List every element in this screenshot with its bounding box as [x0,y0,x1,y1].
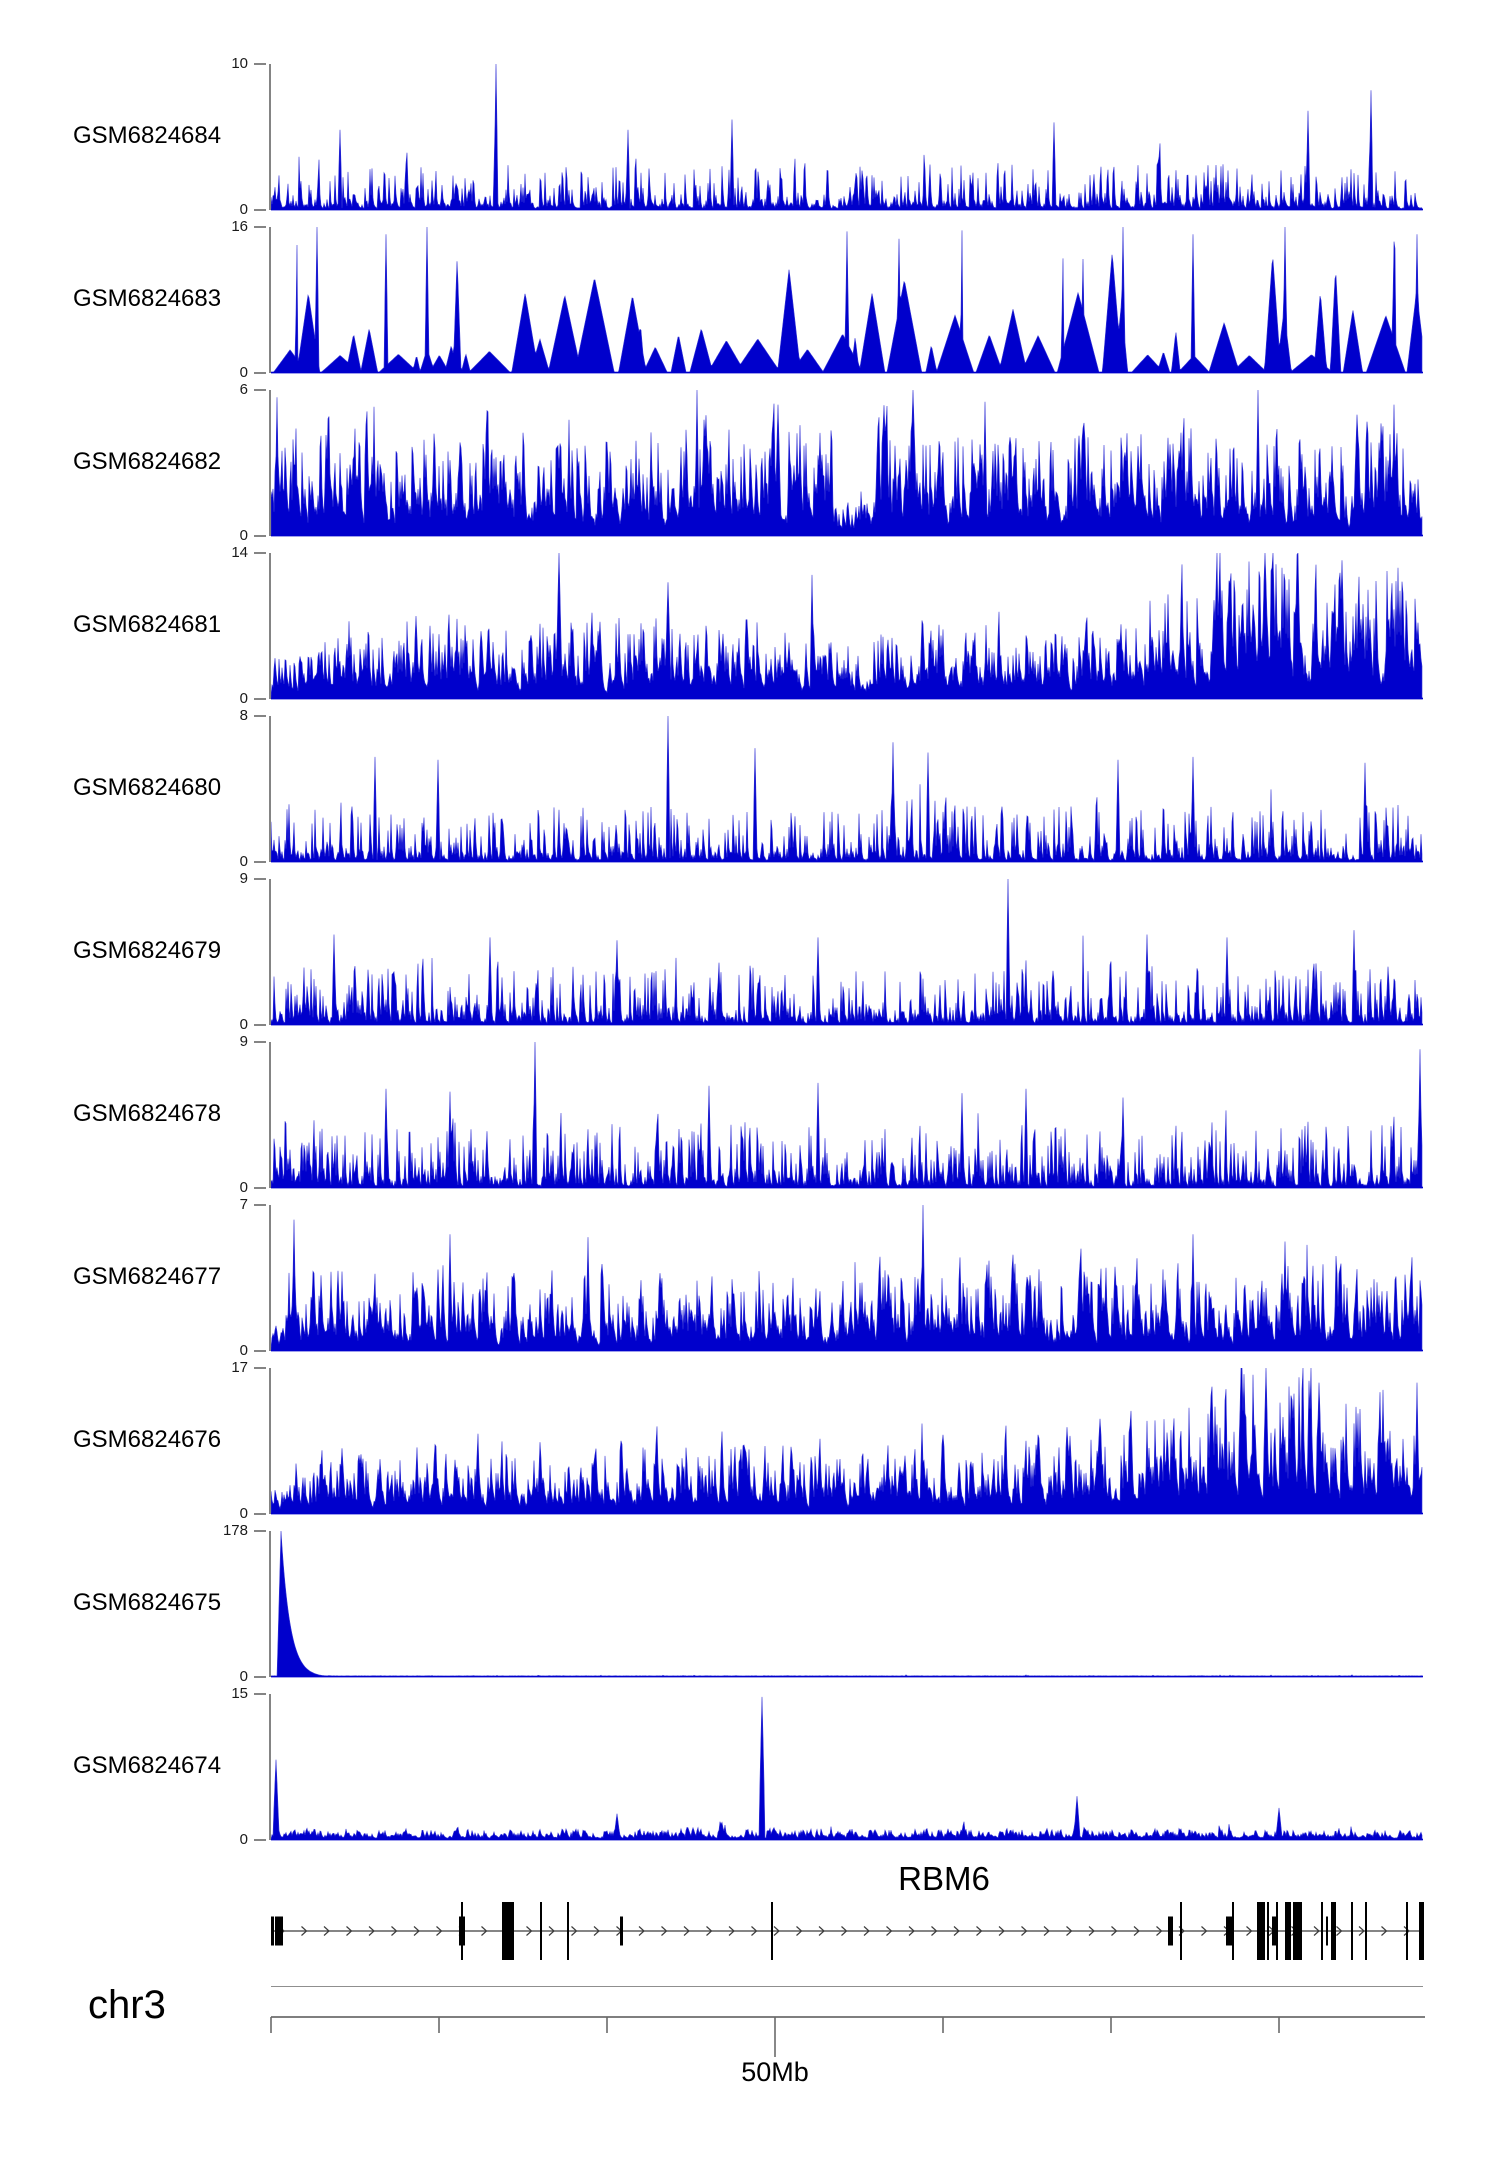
chromosome-label: chr3 [88,1983,166,2027]
exon-block [1226,1917,1232,1946]
coverage-signal [271,64,1423,212]
exon-block [1406,1902,1408,1960]
signal-baseline [271,1676,1423,1678]
y-axis-zero-tick [254,1676,266,1678]
coverage-signal [271,1042,1423,1190]
exon-block [1168,1917,1173,1946]
y-axis-top-tick [254,1530,266,1532]
exon-block [1232,1902,1234,1960]
signal-baseline [271,698,1423,700]
exon-block [540,1902,542,1960]
exon-block [1180,1902,1182,1960]
y-axis-top-tick [254,63,266,65]
y-axis-zero-tick [254,1187,266,1189]
exon-block [461,1902,463,1960]
exon-block [771,1902,773,1960]
signal-area [271,1205,1422,1351]
track-label: GSM6824677 [73,1263,222,1290]
signal-baseline [271,1513,1423,1515]
y-axis-top-tick [254,1204,266,1206]
y-axis-max-label: 9 [239,1033,248,1050]
chromosome-ruler [270,2010,1436,2070]
signal-area [271,1697,1422,1840]
y-axis-zero-tick [254,372,266,374]
y-axis-max-label: 178 [222,1522,248,1539]
y-axis-max-label: 8 [239,707,248,724]
y-axis-top-tick [254,1367,266,1369]
coverage-signal [271,1205,1423,1353]
exon-block [1365,1902,1367,1960]
y-axis-zero-label: 0 [239,1668,248,1685]
y-axis-zero-tick [254,861,266,863]
y-axis-zero-tick [254,535,266,537]
track-label: GSM6824684 [73,122,222,149]
y-axis-zero-tick [254,1024,266,1026]
y-axis-zero-label: 0 [239,1016,248,1033]
y-axis-max-label: 17 [231,1359,248,1376]
track-label: GSM6824676 [73,1426,222,1453]
y-axis-zero-label: 0 [239,527,248,544]
exon-block [1285,1902,1291,1960]
coverage-signal [271,879,1423,1027]
y-axis-zero-tick [254,209,266,211]
signal-baseline [271,209,1423,211]
exon-block [1267,1902,1269,1960]
y-axis-zero-label: 0 [239,1342,248,1359]
y-axis-zero-tick [254,1350,266,1352]
exon-block [502,1902,514,1960]
exon-block [1326,1917,1328,1946]
exon-block [1419,1902,1424,1960]
coverage-signal [271,716,1423,864]
y-axis-zero-tick [254,1839,266,1841]
y-axis-top-tick [254,1693,266,1695]
signal-area [271,1531,1422,1677]
y-axis-max-label: 14 [231,544,248,561]
exon-block [271,1917,274,1946]
gene-model [270,1896,1430,1971]
signal-baseline [271,372,1423,374]
exon-block [567,1902,569,1960]
y-axis-max-label: 16 [231,218,248,235]
y-axis-zero-label: 0 [239,1179,248,1196]
signal-area [271,716,1422,862]
exon-block [1257,1902,1265,1960]
track-label: GSM6824680 [73,774,222,801]
y-axis-top-tick [254,715,266,717]
y-axis-top-tick [254,389,266,391]
track-label: GSM6824678 [73,1100,222,1127]
signal-baseline [271,861,1423,863]
signal-area [271,1368,1422,1514]
track-label: GSM6824683 [73,285,222,312]
coverage-signal [271,1531,1423,1679]
track-label: GSM6824675 [73,1589,222,1616]
y-axis-zero-label: 0 [239,201,248,218]
coverage-signal [271,1368,1423,1516]
y-axis-zero-label: 0 [239,1831,248,1848]
signal-area [271,553,1422,699]
exon-block [1351,1902,1353,1960]
track-label: GSM6824681 [73,611,222,638]
y-axis-zero-label: 0 [239,690,248,707]
y-axis-zero-tick [254,1513,266,1515]
signal-area [271,1042,1422,1188]
signal-baseline [271,1839,1423,1841]
coverage-signal [271,390,1423,538]
signal-baseline [271,1024,1423,1026]
signal-baseline [271,535,1423,537]
exon-block [620,1917,623,1946]
track-label: GSM6824674 [73,1752,222,1779]
signal-area [271,390,1422,536]
y-axis-max-label: 9 [239,870,248,887]
gene-name-label: RBM6 [898,1860,990,1897]
exon-block [1293,1902,1302,1960]
ruler-position-label: 50Mb [741,2057,809,2087]
y-axis-max-label: 7 [239,1196,248,1213]
exon-block [1276,1902,1278,1960]
coverage-signal [271,553,1423,701]
signal-area [271,879,1422,1025]
exon-block [1331,1902,1336,1960]
y-axis-zero-label: 0 [239,364,248,381]
signal-baseline [271,1187,1423,1189]
track-label: GSM6824682 [73,448,222,475]
y-axis-zero-tick [254,698,266,700]
coverage-signal [271,227,1423,375]
y-axis-max-label: 15 [231,1685,248,1702]
exon-block [1321,1902,1323,1960]
exon-block [275,1917,283,1946]
y-axis-top-tick [254,1041,266,1043]
plot-bottom-border [271,1986,1423,1987]
signal-area [271,227,1422,373]
y-axis-zero-label: 0 [239,1505,248,1522]
signal-baseline [271,1350,1423,1352]
y-axis-zero-label: 0 [239,853,248,870]
y-axis-max-label: 6 [239,381,248,398]
signal-area [271,64,1422,210]
y-axis-max-label: 10 [231,55,248,72]
y-axis-top-tick [254,552,266,554]
coverage-signal [271,1694,1423,1842]
track-label: GSM6824679 [73,937,222,964]
y-axis-top-tick [254,878,266,880]
y-axis-top-tick [254,226,266,228]
